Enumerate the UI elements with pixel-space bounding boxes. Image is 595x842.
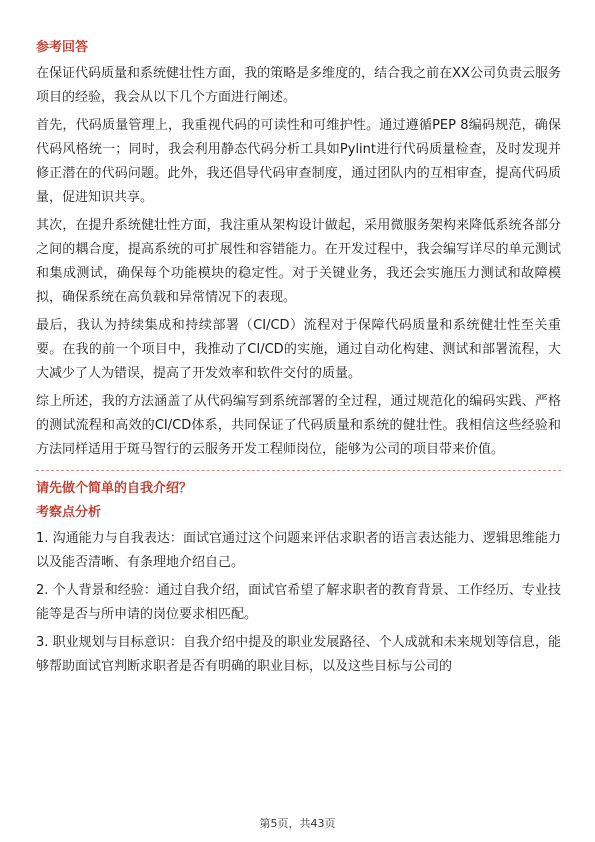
- page-content: [36, 38, 561, 683]
- analysis-item-background: 2. 个人背景和经验：通过自我介绍，面试官希望了解求职者的教育背景、工作经历、专业技能等是否与所申请的岗位要求相匹配。: [36, 583, 561, 622]
- analysis-item-career-planning: 3. 职业规划与目标意识：自我介绍中提及的职业发展路径、个人成就和未来规划等信息，能够帮助面试官判断求职者是否有明确的职业目标，以及这些目标与公司的: [36, 635, 561, 674]
- section-divider: [36, 470, 561, 471]
- question-heading: 请先做个简单的自我介绍？: [36, 481, 193, 496]
- analysis-item-communication: 1. 沟通能力与自我表达：面试官通过这个问题来评估求职者的语言表达能力、逻辑思维能力以及能否清晰、有条理地介绍自己。: [36, 531, 561, 570]
- answer-paragraph-summary: 综上所述，我的方法涵盖了从代码编写到系统部署的全过程，通过规范化的编码实践、严格的测试流程和高效的CI/CD体系，共同保证了代码质量和系统的健壮性。我相信这些经验和方法同样适用于斑马智行的云服务开发工程师岗位，能够为公司的项目带来价值。: [36, 394, 561, 457]
- section-heading-reference-answer: 参考回答: [36, 40, 89, 55]
- analysis-heading: 考察点分析: [36, 505, 102, 520]
- answer-paragraph-robustness: 其次，在提升系统健壮性方面，我注重从架构设计做起，采用微服务架构来降低系统各部分之间的耦合度，提高系统的可扩展性和容错能力。在开发过程中，我会编写详尽的单元测试和集成测试，确保每个功能模块的稳定性。对于关键业务，我还会实施压力测试和故障模拟，确保系统在高负载和异常情况下的表现。: [36, 218, 561, 305]
- answer-paragraph-intro: 在保证代码质量和系统健壮性方面，我的策略是多维度的，结合我之前在XX公司负责云服务项目的经验，我会从以下几个方面进行阐述。: [36, 66, 561, 105]
- answer-paragraph-cicd: 最后，我认为持续集成和持续部署（CI/CD）流程对于保障代码质量和系统健壮性至关重要。在我的前一个项目中，我推动了CI/CD的实施，通过自动化构建、测试和部署流程，大大减少了人为错误，提高了开发效率和软件交付的质量。: [36, 318, 561, 381]
- page-number-footer: 第5页，共43页: [259, 817, 336, 830]
- answer-paragraph-code-quality: 首先，代码质量管理上，我重视代码的可读性和可维护性。通过遵循PEP 8编码规范，确保代码风格统一；同时，我会利用静态代码分析工具如Pylint进行代码质量检查，及时发现并修正潜在的代码问题。此外，我还倡导代码审查制度，通过团队内的互相审查，提高代码质量，促进知识共享。: [36, 118, 561, 205]
